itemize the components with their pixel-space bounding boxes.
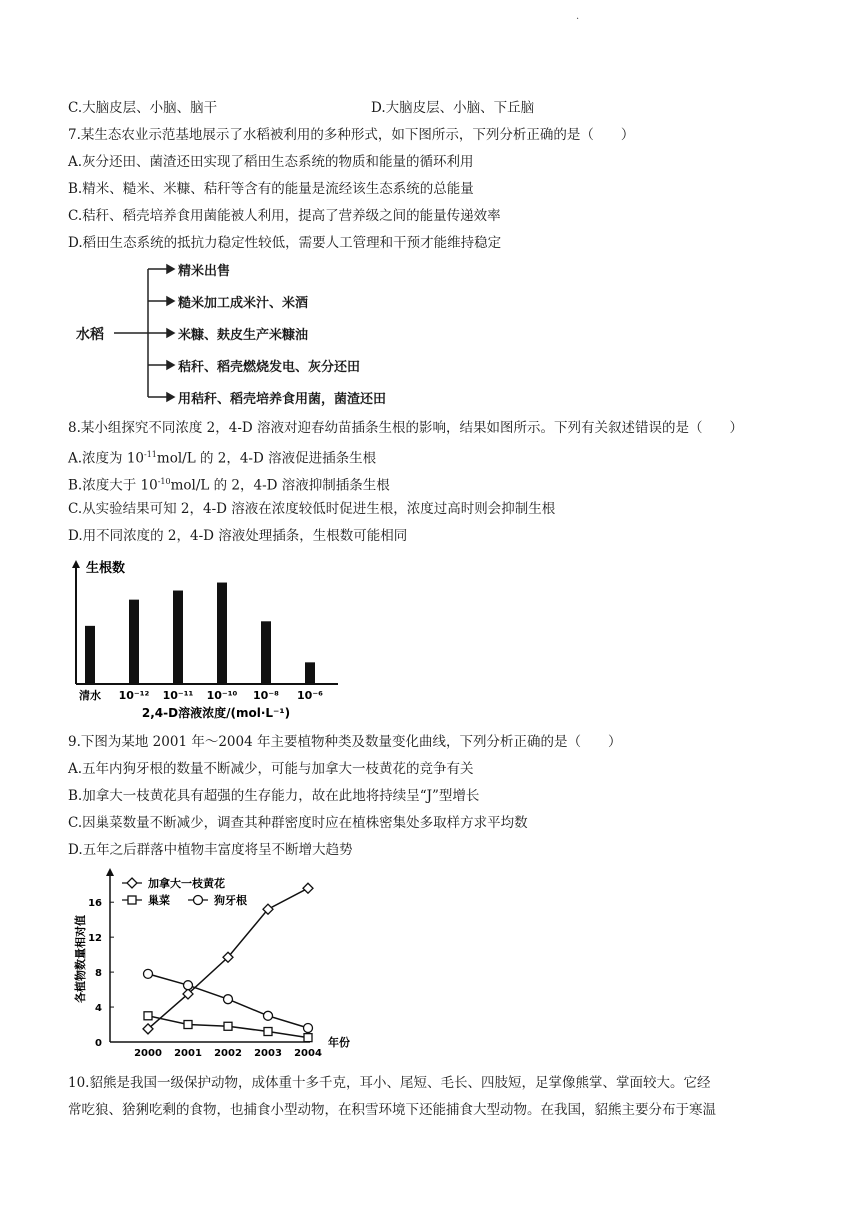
q9-option-a: A.五年内狗牙根的数量不断减少，可能与加拿大一枝黄花的竞争有关 — [68, 761, 474, 777]
diagram-item: 用秸秆、稻壳培养食用菌，菌渣还田 — [178, 392, 387, 407]
x-tick-label: 10⁻⁶ — [297, 689, 323, 702]
rice-usage-diagram — [70, 258, 450, 408]
legend-marker — [128, 896, 136, 904]
x-axis-label: 2,4-D溶液浓度/(mol·L⁻¹) — [141, 706, 291, 720]
diagram-item: 糙米加工成米汁、米酒 — [178, 296, 309, 311]
data-point — [304, 1024, 313, 1033]
data-point — [304, 1034, 312, 1042]
bar — [129, 600, 139, 684]
data-point — [184, 981, 193, 990]
q8-option-b: B.浓度大于 $10^{-10}mol/L$ 的 2，4-D 溶液抑制插条生根 — [68, 477, 390, 494]
legend-label: 狗牙根 — [214, 894, 247, 907]
q9-option-b: B.加拿大一枝黄花具有超强的生存能力，故在此地将持续呈“J”型增长 — [68, 788, 480, 804]
data-point — [264, 1011, 273, 1020]
q8-stem: 8.某小组探究不同浓度 2，4-D 溶液对迎春幼苗插条生根的影响，结果如图所示。下列有关叙述错误的是（ ） — [68, 420, 744, 436]
legend-label: 加拿大一枝黄花 — [148, 877, 225, 890]
x-tick-label: 2003 — [254, 1048, 282, 1059]
x-tick-label: 2000 — [134, 1048, 162, 1059]
legend-marker — [194, 896, 203, 905]
bar — [173, 591, 183, 684]
q8-option-c: C.从实验结果可知 2，4-D 溶液在浓度较低时促进生根，浓度过高时则会抑制生根 — [68, 501, 556, 517]
y-axis-arrow — [72, 560, 80, 568]
rooting-bar-chart — [66, 556, 356, 722]
diagram-item: 秸秆、稻壳燃烧发电、灰分还田 — [178, 360, 361, 375]
bar — [261, 621, 271, 684]
header-mark: · — [576, 14, 580, 25]
y-axis-label: 生根数 — [86, 561, 126, 576]
data-point — [303, 883, 313, 893]
diagram-item: 精米出售 — [178, 264, 231, 279]
x-tick-label: 2002 — [214, 1048, 242, 1059]
x-tick-label: 10⁻¹⁰ — [206, 689, 238, 702]
x-tick-label: 10⁻¹² — [118, 689, 150, 702]
legend-label: 巢菜 — [148, 894, 170, 907]
diagram-root-rice: 水稻 — [76, 327, 104, 343]
x-tick-label: 10⁻⁸ — [253, 689, 279, 702]
y-tick-label: 0 — [95, 1038, 102, 1049]
plant-quantity-line-chart — [70, 866, 370, 1062]
q7-stem: 7.某生态农业示范基地展示了水稻被利用的多种形式，如下图所示，下列分析正确的是（ ） — [68, 127, 635, 143]
q7-option-d: D.稻田生态系统的抵抗力稳定性较低，需要人工管理和干预才能维持稳定 — [68, 235, 502, 251]
data-point — [184, 1021, 192, 1029]
y-tick-label: 16 — [88, 898, 102, 910]
q7-option-c: C.秸秆、稻壳培养食用菌能被人利用，提高了营养级之间的能量传递效率 — [68, 208, 501, 224]
y-tick-label: 8 — [95, 968, 102, 980]
legend-marker — [127, 878, 137, 888]
q7-option-a: A.灰分还田、菌渣还田实现了稻田生态系统的物质和能量的循环利用 — [68, 154, 474, 170]
y-tick-label: 12 — [88, 933, 102, 945]
bar — [217, 583, 227, 684]
q9-stem: 9.下图为某地 2001 年～2004 年主要植物种类及数量变化曲线，下列分析正确的是（ ） — [68, 734, 622, 750]
y-axis-arrow — [106, 868, 114, 876]
diagram-item: 米糠、麸皮生产米糠油 — [178, 328, 309, 343]
data-point — [224, 995, 233, 1004]
x-tick-label: 2004 — [294, 1048, 322, 1059]
q7-option-b: B.精米、糙米、米糠、秸秆等含有的能量是流经该生态系统的总能量 — [68, 181, 474, 197]
data-point — [264, 1028, 272, 1036]
q9-option-d: D.五年之后群落中植物丰富度将呈不断增大趋势 — [68, 842, 353, 858]
q8-option-a: A.浓度为 $10^{-11}mol/L$ 的 2，4-D 溶液促进插条生根 — [68, 450, 377, 467]
bar — [305, 662, 315, 684]
y-tick-label: 4 — [95, 1003, 102, 1015]
x-tick-label: 清水 — [79, 689, 101, 702]
q9-option-c: C.因巢菜数量不断减少，调查其种群密度时应在植株密集处多取样方求平均数 — [68, 815, 528, 831]
q6-option-d: D.大脑皮层、小脑、下丘脑 — [371, 100, 535, 116]
q10-line-2: 常吃狼、猞猁吃剩的食物，也捕食小型动物，在积雪环境下还能捕食大型动物。在我国，貂熊主要分布于寒温 — [68, 1102, 716, 1118]
q10-line-1: 10.貂熊是我国一级保护动物，成体重十多千克，耳小、尾短、毛长、四肢短，足掌像熊掌、掌面较大。它经 — [68, 1075, 711, 1091]
data-point — [144, 969, 153, 978]
x-tick-label: 10⁻¹¹ — [162, 689, 194, 702]
data-point — [144, 1012, 152, 1020]
q8-option-d: D.用不同浓度的 2，4-D 溶液处理插条，生根数可能相同 — [68, 528, 408, 544]
y-axis-label: 各植物数量相对值 — [74, 915, 87, 1003]
data-point — [224, 1022, 232, 1030]
bar — [85, 626, 95, 684]
x-tick-label: 2001 — [174, 1048, 202, 1059]
q6-option-c: C.大脑皮层、小脑、脑干 — [68, 100, 218, 116]
x-axis-label: 年份 — [328, 1036, 350, 1049]
